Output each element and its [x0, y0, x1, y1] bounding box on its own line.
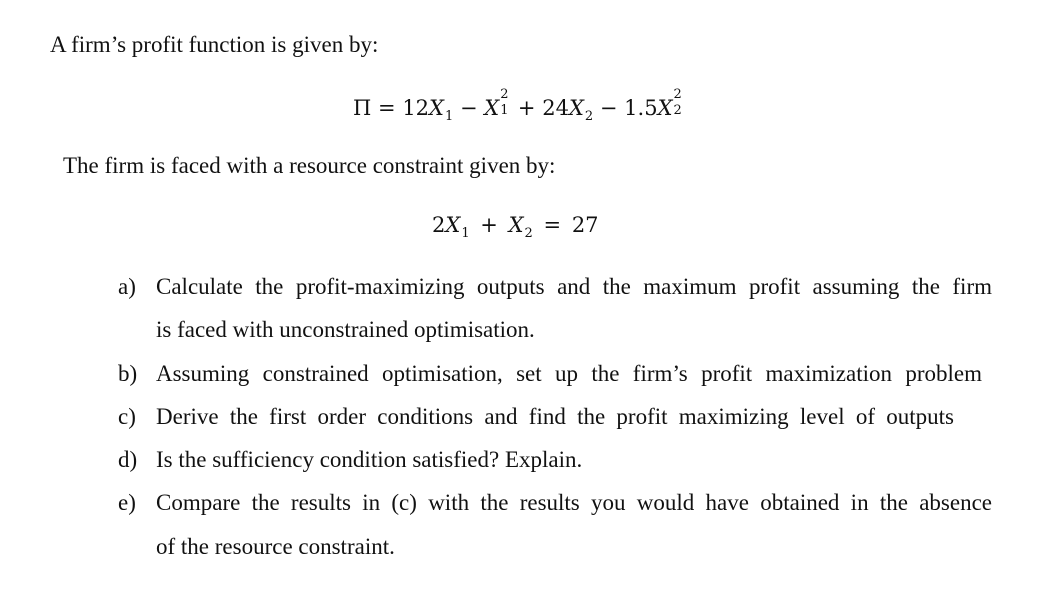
- intro-text: A firm’s profit function is given by:: [50, 32, 379, 57]
- constraint-equation: $2X_1 + X_2 = 27$: [432, 213, 599, 241]
- question-b-label: b): [118, 361, 138, 386]
- profit-symbol: Π: [353, 96, 372, 120]
- question-d-text: Is the sufficiency condition satisfied? Explain.: [156, 447, 583, 472]
- constraint-intro-text: The firm is faced with a resource constraint given by:: [63, 153, 556, 178]
- question-e-text: Compare the results in (c) with the results you would have obtained in the absence: [156, 490, 992, 515]
- question-a-label: a): [118, 274, 136, 299]
- question-c-label: c): [118, 404, 136, 429]
- question-b-text: Assuming constrained optimisation, set up the firm’s profit maximization problem: [156, 361, 982, 386]
- profit-function-equation: $\Pi = 12X_1 - X$ 2 1 + $24X_2 - 1.5X$ 2 2: [353, 87, 682, 124]
- question-e-label: e): [118, 490, 136, 515]
- question-a-text: Calculate the profit-maximizing outputs and the maximum profit assuming the firm: [156, 274, 992, 299]
- question-a-text-cont: is faced with unconstrained optimisation.: [156, 317, 535, 342]
- question-e-text-cont: of the resource constraint.: [156, 534, 395, 559]
- question-c-text: Derive the first order conditions and find the profit maximizing level of outputs: [156, 404, 954, 429]
- question-d-label: d): [118, 447, 138, 472]
